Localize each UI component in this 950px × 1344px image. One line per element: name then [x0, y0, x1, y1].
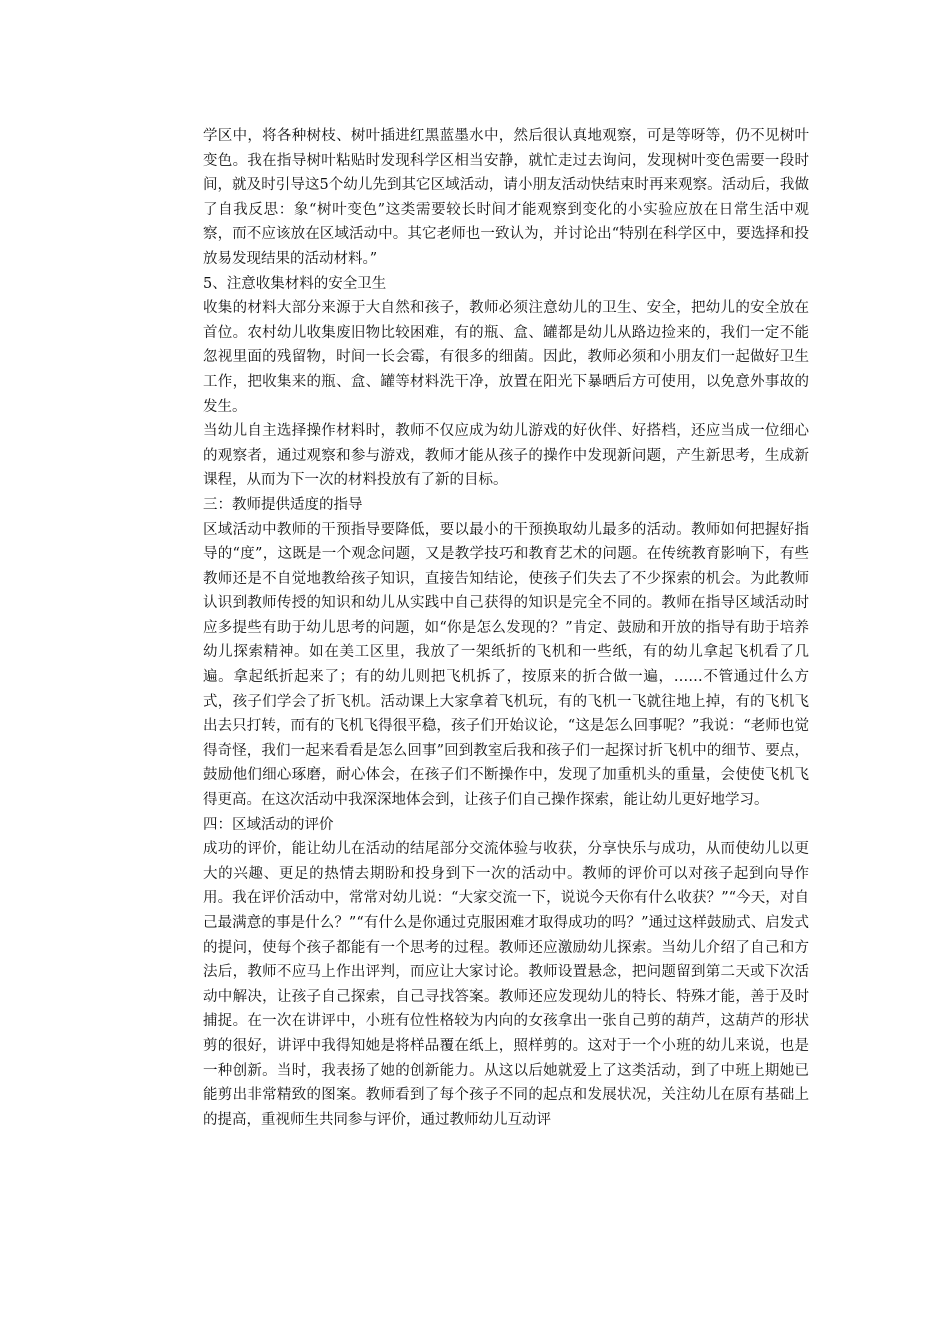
paragraph-teacher-observer: 当幼儿自主选择操作材料时，教师不仅应成为幼儿游戏的好伙伴、好搭档，还应当成一位细心的观察者，通过观察和参与游戏，教师才能从孩子的操作中发现新问题，产生新思考，生成新课程，从而为下一次的材料投放有了新的目标。 — [203, 423, 809, 489]
heading-material-safety: 5、注意收集材料的安全卫生 — [203, 275, 387, 292]
paragraph-guidance: 区域活动中教师的干预指导要降低，要以最小的干预换取幼儿最多的活动。教师如何把握好指导的“度”，这既是一个观念问题，又是教学技巧和教育艺术的问题。在传统教育影响下，有些教师还是不自觉地教给孩子知识，直接告知结论，使孩子们失去了不少探索的机会。为此教师认识到教师传授的知识和幼儿从实践中自己获得的知识是完全不同的。教师在指导区域活动时应多提些有助于幼儿思考的问题，如“你是怎么发现的？”肯定、鼓励和开放的指导有助于培养幼儿探索精神。如在美工区里，我放了一架纸折的飞机和一些纸，有的幼儿拿起飞机看了几遍。拿起纸折起来了；有的幼儿则把飞机拆了，按原来的折合做一遍，……不管通过什么方式，孩子们学会了折飞机。活动课上大家拿着飞机玩，有的飞机一飞就往地上掉，有的飞机飞出去只打转，而有的飞机飞得很平稳，孩子们开始议论，“这是怎么回事呢？”我说：“老师也觉得奇怪，我们一起来看看是怎么回事”回到教室后我和孩子们一起探讨折飞机中的细节、要点，鼓励他们细心琢磨，耐心体会，在孩子们不断操作中，发现了加重机头的重量，会使使飞机飞得更高。在这次活动中我深深地体会到，让孩子们自己操作探索，能让幼儿更好地学习。 — [203, 521, 809, 809]
document-page — [203, 124, 809, 1132]
heading-section-four: 四：区域活动的评价 — [203, 816, 334, 833]
paragraph-evaluation: 成功的评价，能让幼儿在活动的结尾部分交流体验与收获，分享快乐与成功，从而使幼儿以更大的兴趣、更足的热情去期盼和投身到下一次的活动中。教师的评价可以对孩子起到向导作用。我在评价活动中，常常对幼儿说：“大家交流一下，说说今天你有什么收获？”“今天，对自己最满意的事是什么？”“有什么是你通过克服困难才取得成功的吗？”通过这样鼓励式、启发式的提问，使每个孩子都能有一个思考的过程。教师还应激励幼儿探索。当幼儿介绍了自己和方法后，教师不应马上作出评判，而应让大家讨论。教师设置悬念，把问题留到第二天或下次活动中解决，让孩子自己探索，自己寻找答案。教师还应发现幼儿的特长、特殊才能，善于及时捕捉。在一次在讲评中，小班有位性格较为内向的女孩拿出一张自己剪的葫芦，这葫芦的形状剪的很好，讲评中我得知她是将样品覆在纸上，照样剪的。这对于一个小班的幼儿来说，也是一种创新。当时，我表扬了她的创新能力。从这以后她就爱上了这类活动，到了中班上期她已能剪出非常精致的图案。教师看到了每个孩子不同的起点和发展状况，关注幼儿在原有基础上的提高，重视师生共同参与评价，通过教师幼儿互动评 — [203, 841, 809, 1128]
paragraph-material-hygiene: 收集的材料大部分来源于大自然和孩子，教师必须注意幼儿的卫生、安全，把幼儿的安全放在首位。农村幼儿收集废旧物比较困难，有的瓶、盒、罐都是幼儿从路边捡来的，我们一定不能忽视里面的残留物，时间一长会霉，有很多的细菌。因此，教师必须和小朋友们一起做好卫生工作，把收集来的瓶、盒、罐等材料洗干净，放置在阳光下暴晒后方可使用，以免意外事故的发生。 — [203, 300, 809, 415]
heading-section-three: 三：教师提供适度的指导 — [203, 496, 363, 513]
paragraph-leaf-color-experiment: 学区中，将各种树枝、树叶插进红黑蓝墨水中，然后很认真地观察，可是等呀等，仍不见树叶变色。我在指导树叶粘贴时发现科学区相当安静，就忙走过去询问，发现树叶变色需要一段时间，就及时引导这5个幼儿先到其它区域活动，请小朋友活动快结束时再来观察。活动后，我做了自我反思：象“树叶变色”这类需要较长时间才能观察到变化的小实验应放在日常生活中观察，而不应该放在区域活动中。其它老师也一致认为，并讨论出“特别在科学区中，要选择和投放易发现结果的活动材料。” — [203, 128, 809, 267]
